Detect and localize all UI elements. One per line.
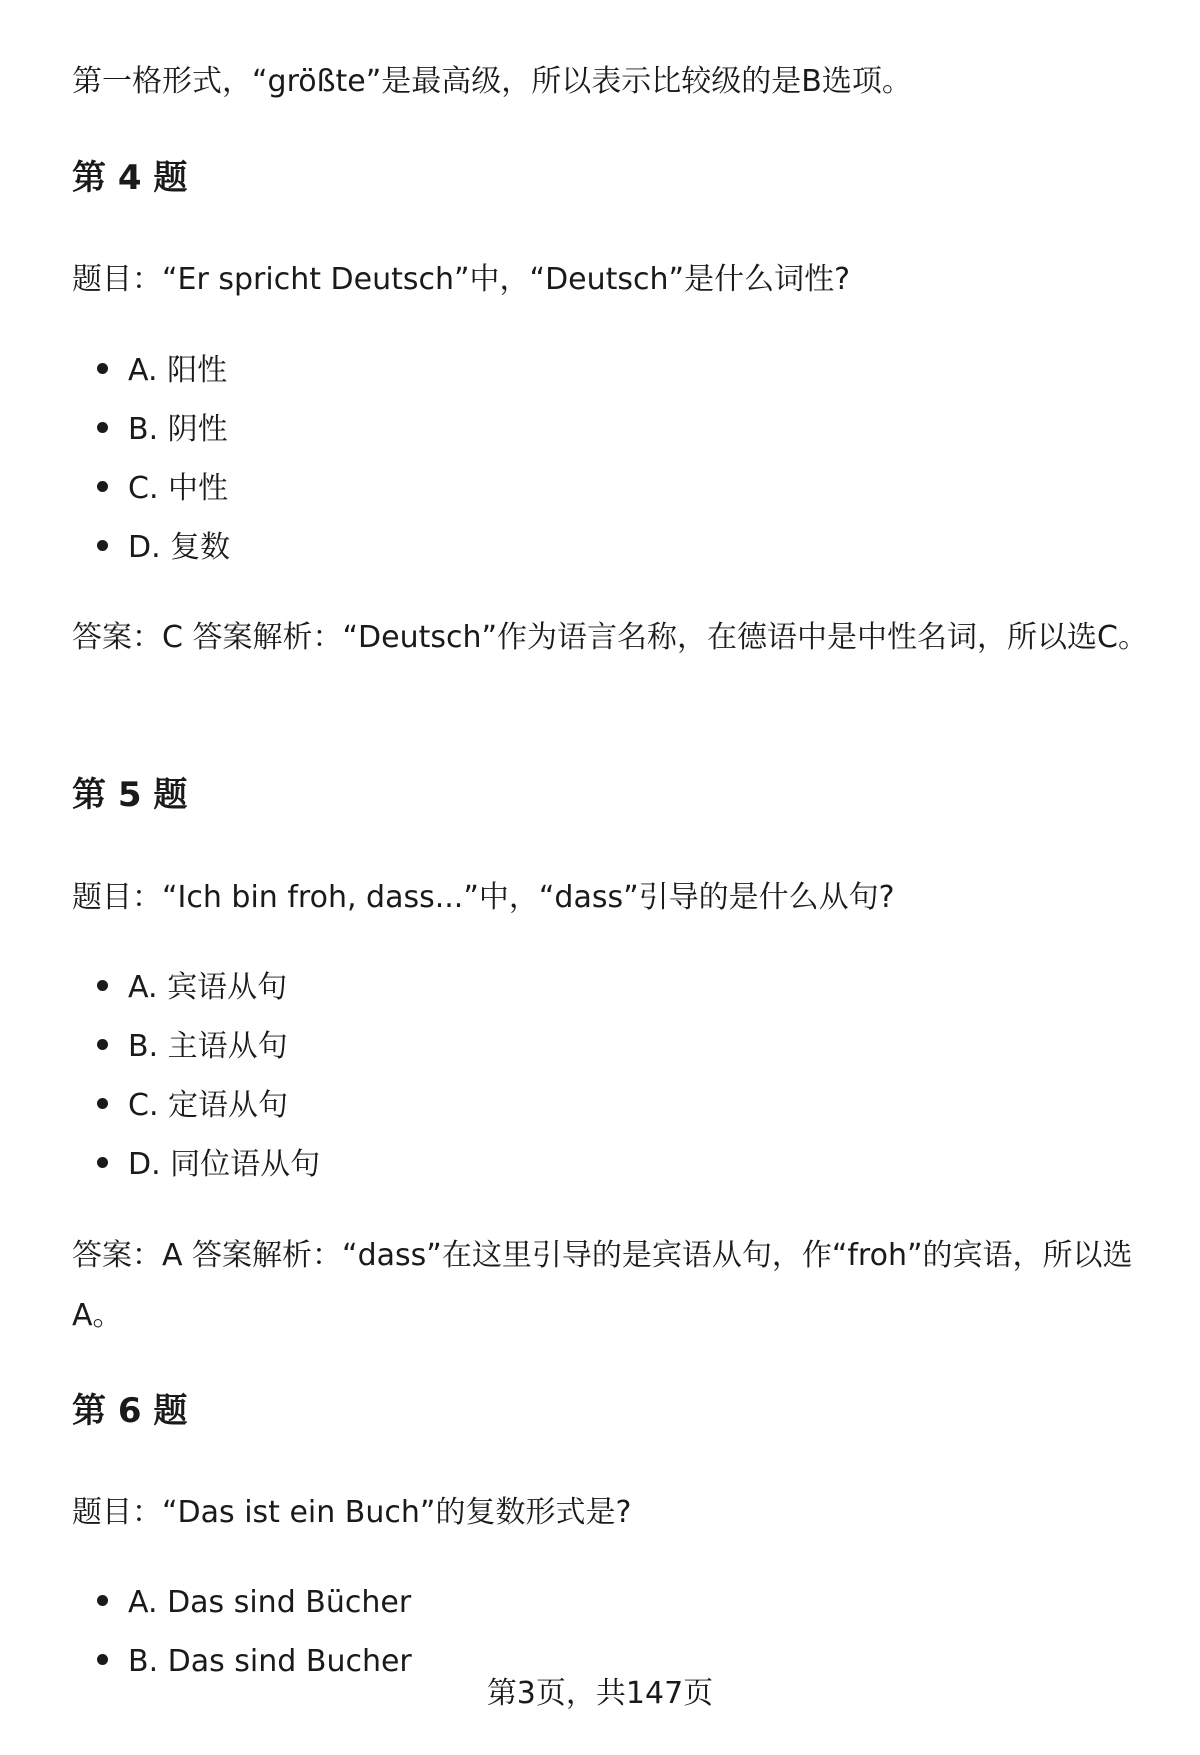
question-5-answer: 答案：A 答案解析：“dass”在这里引导的是宾语从句，作“froh”的宾语，所以选A。 (72, 1238, 1133, 1333)
option-label: A. Das sind Bücher (128, 1585, 412, 1620)
page-number: 第3页，共147页 (486, 1676, 714, 1711)
bullet-icon (97, 363, 108, 374)
option-label: B. 阴性 (128, 412, 228, 447)
bullet-icon (97, 980, 108, 991)
question-4-option-a (97, 349, 227, 393)
option-label: B. Das sind Bucher (128, 1644, 412, 1679)
bullet-icon (97, 1157, 108, 1168)
option-label: A. 阳性 (128, 353, 228, 388)
question-6-option-a (97, 1581, 411, 1625)
question-4-option-d (97, 526, 230, 570)
bullet-icon (97, 540, 108, 551)
question-4-title: 第 4 题 (72, 158, 188, 198)
question-5-title: 第 5 题 (72, 775, 188, 815)
question-6-title: 第 6 题 (72, 1391, 188, 1431)
bullet-icon (97, 1595, 108, 1606)
question-4-option-b (97, 408, 228, 452)
option-label: B. 主语从句 (128, 1029, 288, 1064)
intro-text: 第一格形式，“größte”是最高级，所以表示比较级的是B选项。 (72, 64, 912, 99)
question-5-option-a (97, 966, 287, 1010)
question-4-text: 题目：“Er spricht Deutsch”中，“Deutsch”是什么词性? (72, 262, 851, 297)
question-6-text: 题目：“Das ist ein Buch”的复数形式是? (72, 1495, 632, 1530)
question-5-text: 题目：“Ich bin froh, dass...”中，“dass”引导的是什么从句? (72, 880, 895, 915)
bullet-icon (97, 1039, 108, 1050)
bullet-icon (97, 1098, 108, 1109)
question-4-option-c (97, 467, 228, 511)
option-label: A. 宾语从句 (128, 970, 288, 1005)
option-label: D. 同位语从句 (128, 1147, 321, 1182)
question-5-option-d (97, 1143, 320, 1187)
question-4-answer: 答案：C 答案解析：“Deutsch”作为语言名称，在德语中是中性名词，所以选C。 (72, 620, 1148, 655)
option-label: C. 中性 (128, 471, 229, 506)
bullet-icon (97, 422, 108, 433)
bullet-icon (97, 1654, 108, 1665)
question-5-option-c (97, 1084, 288, 1128)
question-5-option-b (97, 1025, 288, 1069)
option-label: D. 复数 (128, 530, 231, 565)
bullet-icon (97, 481, 108, 492)
option-label: C. 定语从句 (128, 1088, 289, 1123)
